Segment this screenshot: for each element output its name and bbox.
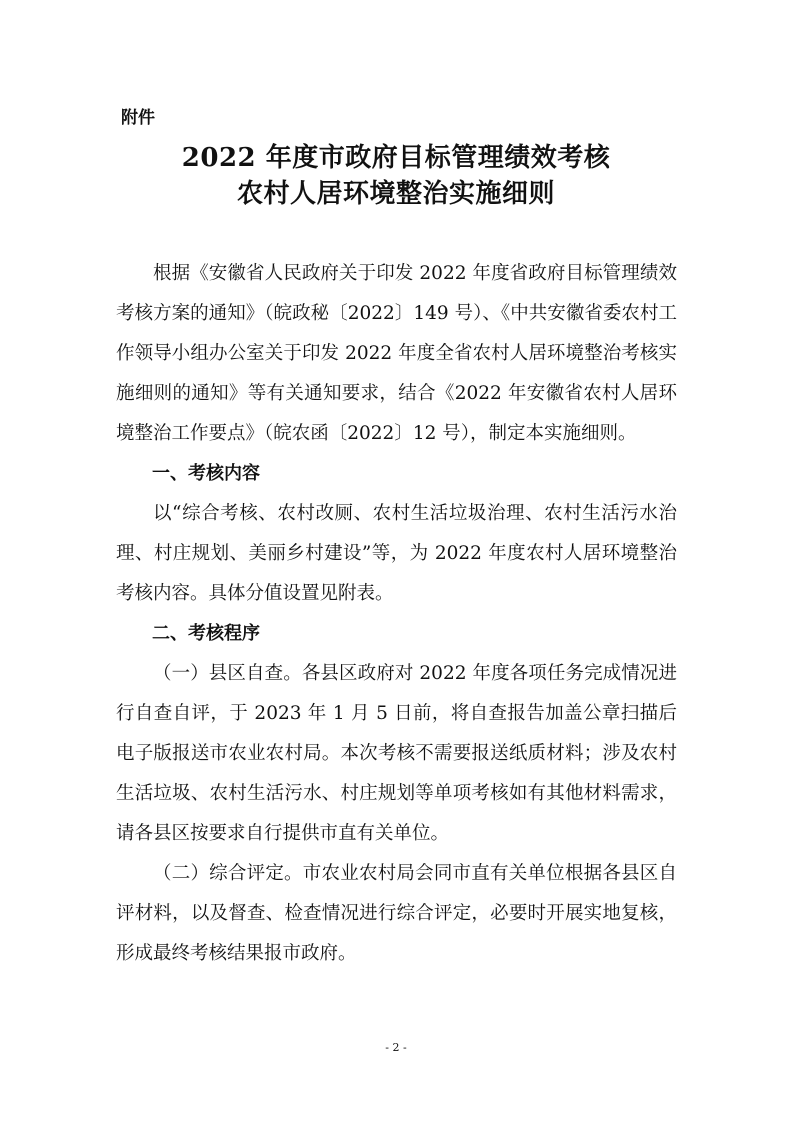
section-2-heading: 二、考核程序 [152, 623, 260, 644]
section-2-item-1 [116, 654, 677, 854]
document-title-line-2: 农村人居环境整治实施细则 [236, 179, 555, 209]
section-1-paragraph: 以“综合考核、农村改厕、农村生活垃圾治理、农村生活污水治理、村庄规划、美丽乡村建设”等，为 2022 年度农村人居环境整治考核内容。具体分值设置见附表。 [116, 503, 677, 604]
intro-paragraph: 根据《安徽省人民政府关于印发 2022 年度省政府目标管理绩效考核方案的通知》（皖政秘〔2022〕149 号）、《中共安徽省委农村工作领导小组办公室关于印发 2022 年度全省农村人居环境整治考核实施细则的通知》等有关通知要求，结合《2022 年安徽省农村人居环境整治工作要点》（皖农函〔2022〕12 号），制定本实施细则。 [116, 263, 677, 444]
section-2-item-2 [116, 854, 677, 974]
section-2-item-1-text: 各县区政府对 2022 年度各项任务完成情况进行自查自评，于 2023 年 1 月 5 日前，将自查报告加盖公章扫描后电子版报送市农业农村局。本次考核不需要报送纸质材料；涉及农村生活垃圾、农村生活污水、村庄规划等单项考核如有其他材料需求，请各县区按要求自行提供市直有关单位。 [116, 663, 677, 844]
page-number: - 2 - [385, 1041, 407, 1054]
section-2-item-2-text: 市农业农村局会同市直有关单位根据各县区自评材料，以及督查、检查情况进行综合评定，必要时开展实地复核，形成最终考核结果报市政府。 [116, 863, 677, 964]
section-2-item-2-label: （二）综合评定。 [153, 863, 303, 884]
section-2-item-1-label: （一）县区自查。 [153, 663, 302, 684]
document-title-line-1: 2022 年度市政府目标管理绩效考核 [181, 143, 611, 173]
document-body [116, 254, 677, 974]
section-1-heading: 一、考核内容 [152, 463, 260, 484]
attachment-label: 附件 [121, 108, 155, 128]
